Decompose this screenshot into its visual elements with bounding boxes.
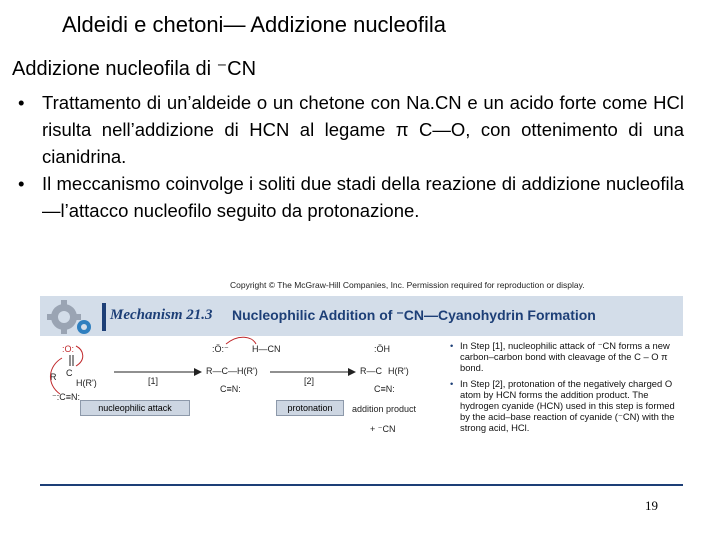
slide-subtitle: Addizione nucleofila di ⁻CN xyxy=(12,58,257,80)
product-hydroxyl: :ÖH xyxy=(374,344,391,354)
bullet-dot-icon: • xyxy=(18,92,25,113)
product-h-r: H(R') xyxy=(388,366,409,376)
cyanide-anion: ⁻:C≡N: xyxy=(52,392,81,402)
slide-title: Aldeidi e chetoni— Addizione nucleofila xyxy=(62,12,447,37)
figure-bottom-rule xyxy=(40,484,683,486)
intermediate-nitrile: C≡N: xyxy=(220,384,241,394)
alkoxide-oxygen: :Ö:⁻ xyxy=(212,344,229,354)
note-item: • In Step [2], protonation of the negatively charged O atom by HCN forms the addition product. The hydrogen cyanide (HCN) used in this step is formed by the acid–base reaction of cyanide (⁻CN) with the strong acid, HCl. xyxy=(450,378,682,434)
carbonyl-oxygen: :O: xyxy=(62,344,75,354)
nucleophilic-attack-box: nucleophilic attack xyxy=(80,400,190,416)
step2-label: [2] xyxy=(304,376,315,386)
carbonyl-carbon: C xyxy=(66,368,73,378)
intermediate-core: R—C—H(R') xyxy=(206,366,258,376)
note-item: • In Step [1], nucleophilic attack of ⁻CN forms a new carbon–carbon bond with cleavage of the C – O π bond. xyxy=(450,340,682,374)
figure-credit: Copyright © The McGraw-Hill Companies, Inc. Permission required for reproduction or display. xyxy=(230,280,585,290)
bullet-item xyxy=(14,89,684,170)
addition-product-label: addition product xyxy=(352,404,417,414)
r-group: R xyxy=(50,372,57,382)
bullet-list xyxy=(14,89,684,224)
product-nitrile: C≡N: xyxy=(374,384,395,394)
hcn-reagent: H—CN xyxy=(252,344,281,354)
released-cyanide: + ⁻CN xyxy=(370,424,396,434)
bullet-text: Il meccanismo coinvolge i soliti due stadi della reazione di addizione nucleofila—l’attacco nucleofilo seguito da protonazione. xyxy=(42,173,684,221)
h-r-group: H(R') xyxy=(76,378,97,388)
bullet-dot-icon: • xyxy=(18,173,25,194)
bullet-item xyxy=(14,170,684,224)
bullet-text: Trattamento di un’aldeide o un chetone con Na.CN e un acido forte come HCl risulta nell’addizione di HCN al legame π C—O, con ottenimento di una cianidrina. xyxy=(42,92,684,167)
product-core: R—C xyxy=(360,366,382,376)
banner-divider xyxy=(102,303,106,331)
step1-label: [1] xyxy=(148,376,159,386)
gear-icon xyxy=(46,297,94,337)
mechanism-title: Nucleophilic Addition of ⁻CN—Cyanohydrin Formation xyxy=(232,307,596,323)
protonation-box: protonation xyxy=(276,400,344,416)
mechanism-label: Mechanism 21.3 xyxy=(110,307,213,323)
page-number: 19 xyxy=(645,498,658,513)
mechanism-notes xyxy=(450,340,682,438)
